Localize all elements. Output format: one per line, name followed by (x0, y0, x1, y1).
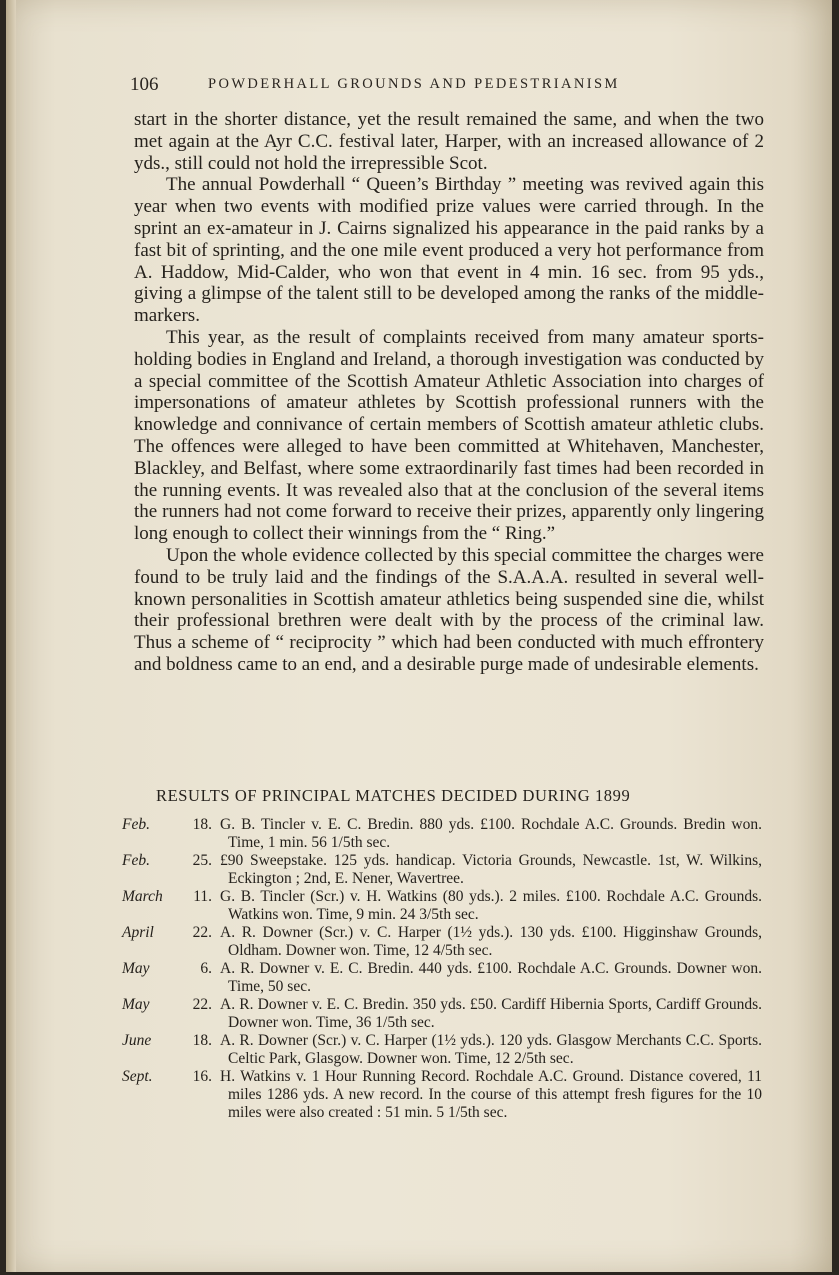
entry-day: 11. (193, 888, 212, 905)
list-item (122, 888, 762, 924)
entry-day: 22. (192, 996, 212, 1013)
entry-text: A. R. Downer v. E. C. Bredin. 440 yds. £100. Rochdale A.C. Grounds. Downer won. Time, 50 sec. (220, 960, 762, 995)
list-item (122, 960, 762, 996)
entry-month: April (122, 924, 154, 941)
book-page (6, 0, 832, 1272)
paragraph: Upon the whole evidence collected by this special committee the charges were found to be truly laid and the findings of the S.A.A.A. resulted in several well-known personalities in Scottish amateur athletics being suspended sine die, whilst their professional brethren were dealt with by the process of the criminal law. Thus a scheme of “ reciprocity ” which had been conducted with much effrontery and boldness came to an end, and a desirable purge made of undesirable elements. (134, 544, 764, 675)
page-gutter (6, 0, 16, 1272)
entry-month: May (122, 996, 150, 1013)
entry-month: March (122, 888, 163, 905)
list-item (122, 1032, 762, 1068)
paragraph: start in the shorter distance, yet the result remained the same, and when the two met again at the Ayr C.C. festival later, Harper, with an increased allowance of 2 yds., still could not hold the irrepressible Scot. (134, 109, 764, 174)
entry-day: 18. (192, 1032, 212, 1049)
page-number: 106 (130, 74, 159, 95)
entry-text: H. Watkins v. 1 Hour Running Record. Rochdale A.C. Ground. Distance covered, 11 miles 1286 yds. A new record. In the course of this attempt fresh figures for the 10 miles were also created : 51 min. 5 1/5th sec. (220, 1068, 762, 1121)
list-item (122, 924, 762, 960)
entry-text: G. B. Tincler (Scr.) v. H. Watkins (80 yds.). 2 miles. £100. Rochdale A.C. Grounds. Watkins won. Time, 9 min. 24 3/5th sec. (220, 888, 762, 923)
results-list (122, 816, 762, 1122)
entry-text: A. R. Downer (Scr.) v. C. Harper (1½ yds.). 120 yds. Glasgow Merchants C.C. Sports. Celtic Park, Glasgow. Downer won. Time, 12 2/5th sec. (220, 1032, 762, 1067)
entry-text: £90 Sweepstake. 125 yds. handicap. Victoria Grounds, Newcastle. 1st, W. Wilkins, Eckington ; 2nd, E. Nener, Wavertree. (220, 852, 762, 887)
entry-month: Feb. (122, 852, 150, 869)
entry-text: A. R. Downer (Scr.) v. C. Harper (1½ yds.). 130 yds. £100. Higginshaw Grounds, Oldham. Downer won. Time, 12 4/5th sec. (220, 924, 762, 959)
body-text (134, 109, 764, 676)
entry-text: G. B. Tincler v. E. C. Bredin. 880 yds. £100. Rochdale A.C. Grounds. Bredin won. Time, 1 min. 56 1/5th sec. (220, 816, 762, 851)
entry-day: 22. (192, 924, 212, 941)
paragraph: The annual Powderhall “ Queen’s Birthday ” meeting was revived again this year when two events with modified prize values were carried through. In the sprint an ex-amateur in J. Cairns signalized his appearance in the paid ranks by a fast bit of sprinting, and the one mile event produced a very hot performance from A. Haddow, Mid-Calder, who won that event in 4 min. 16 sec. from 95 yds., giving a glimpse of the talent still to be developed among the ranks of the middle-markers. (134, 174, 764, 327)
entry-day: 25. (192, 852, 212, 869)
entry-text: A. R. Downer v. E. C. Bredin. 350 yds. £50. Cardiff Hibernia Sports, Cardiff Grounds. Downer won. Time, 36 1/5th sec. (220, 996, 762, 1031)
entry-day: 16. (192, 1068, 212, 1085)
list-item (122, 1068, 762, 1122)
entry-month: May (122, 960, 150, 977)
list-item (122, 996, 762, 1032)
paragraph: This year, as the result of complaints received from many amateur sports-holding bodies in England and Ireland, a thorough investigation was conducted by a special committee of the Scottish Amateur Athletic Association into charges of impersonations of amateur athletes by Scottish professional runners with the knowledge and connivance of certain members of Scottish amateur athletic clubs. The offences were alleged to have been committed at Whitehaven, Manchester, Blackley, and Belfast, where some extraordinarily fast times had been recorded in the running events. It was revealed also that at the conclusion of the several items the runners had not come forward to receive their prizes, apparently only lingering long enough to collect their winnings from the “ Ring.” (134, 326, 764, 545)
entry-day: 6. (200, 960, 212, 977)
running-title: POWDERHALL GROUNDS AND PEDESTRIANISM (208, 76, 620, 92)
entry-month: Sept. (122, 1068, 153, 1085)
entry-month: June (122, 1032, 152, 1049)
entry-month: Feb. (122, 816, 150, 833)
results-heading: RESULTS OF PRINCIPAL MATCHES DECIDED DURING 1899 (156, 786, 631, 805)
entry-day: 18. (192, 816, 212, 833)
list-item (122, 852, 762, 888)
list-item (122, 816, 762, 852)
